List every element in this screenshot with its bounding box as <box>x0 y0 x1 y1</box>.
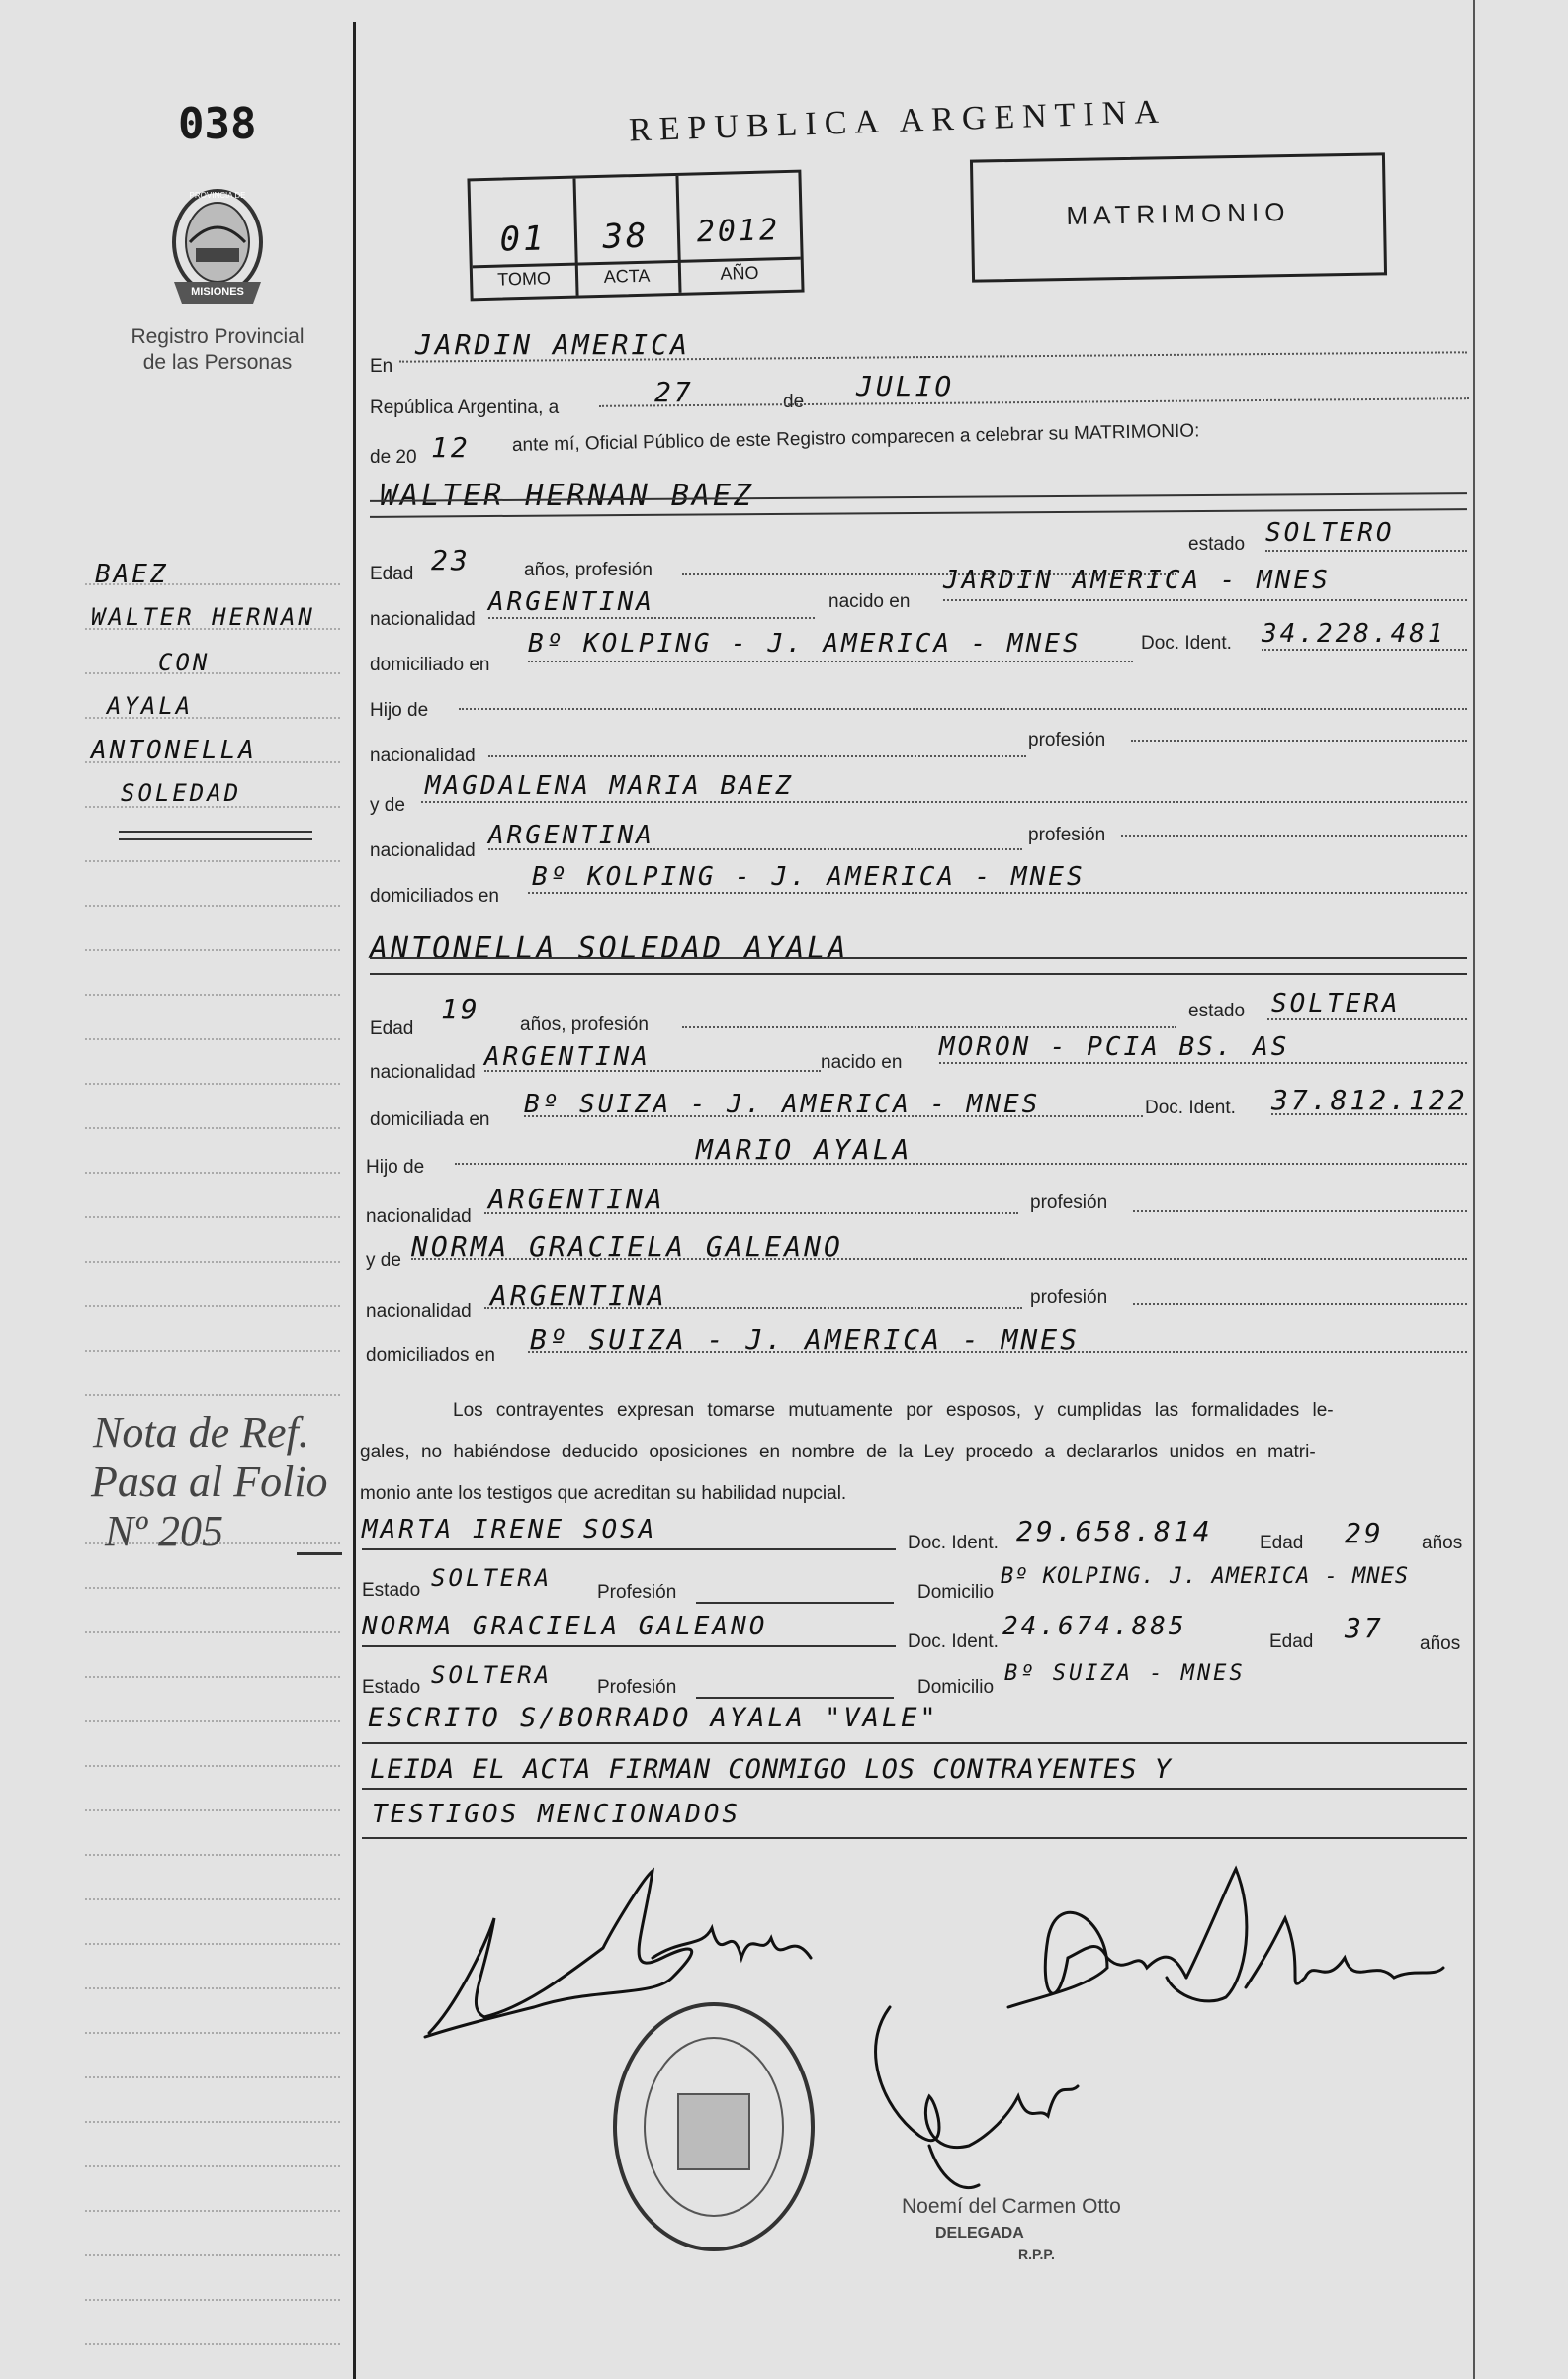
witness-2-doc-label: Doc. Ident. <box>908 1631 999 1652</box>
declaration-line-2: gales, no habiéndose deducido oposiciones en nombre de la Ley procedo a declararlos unidos en matri- <box>360 1442 1316 1462</box>
bride-yde-label: y de <box>366 1250 401 1271</box>
witness-1-doc-id: 29.658.814 <box>1016 1515 1213 1547</box>
groom-mother-prof-label: profesión <box>1028 825 1106 845</box>
bride-doc-label: Doc. Ident. <box>1145 1098 1236 1118</box>
seal-top-text: PROVINCIA DE <box>189 191 246 200</box>
place: JARDIN AMERICA <box>415 328 691 361</box>
groom-doc-label: Doc. Ident. <box>1141 633 1232 654</box>
groom-edad-label: Edad <box>370 564 414 584</box>
bride-mother-nac-label: nacionalidad <box>366 1301 472 1322</box>
witness-2-age: 37 <box>1345 1612 1384 1644</box>
witness-1-anos-label: años <box>1422 1533 1463 1553</box>
witness-1-status: SOLTERA <box>431 1564 553 1592</box>
groom-mother-nationality: ARGENTINA <box>488 821 654 850</box>
witness-1-doc-label: Doc. Ident. <box>908 1533 999 1553</box>
bride-profesion-label: años, profesión <box>520 1014 649 1035</box>
stamp-official-title: DELEGADA <box>935 2225 1024 2242</box>
bride-mother: NORMA GRACIELA GALEANO <box>411 1230 843 1263</box>
month: JULIO <box>856 370 955 402</box>
register-box <box>467 170 804 302</box>
declaration-line-3: monio ante los testigos que acreditan su habilidad nupcial. <box>360 1483 847 1504</box>
bride-age: 19 <box>441 993 480 1025</box>
folio-number: 038 <box>178 99 257 149</box>
margin-given-names: WALTER HERNAN <box>91 603 315 631</box>
groom-name: WALTER HERNAN BAEZ <box>380 479 755 513</box>
bride-nacionalidad-label: nacionalidad <box>370 1062 476 1083</box>
witness-2-address: Bº SUIZA - MNES <box>1004 1661 1246 1686</box>
groom-doc-id: 34.228.481 <box>1262 619 1446 649</box>
remark-1: ESCRITO S/BORRADO AYALA "VALE" <box>368 1703 939 1733</box>
tomo-label: TOMO <box>497 268 552 290</box>
ano-value: 2012 <box>696 213 781 250</box>
declaration-line-1: Los contrayentes expresan tomarse mutuamente por esposos, y cumplidas las formalidades le- <box>453 1400 1334 1421</box>
label-year-prefix: de 20 <box>370 447 417 468</box>
groom-civil-status: SOLTERO <box>1265 518 1395 548</box>
act-type-box <box>970 152 1387 282</box>
act-type: MATRIMONIO <box>1066 197 1291 230</box>
groom-yde-label: y de <box>370 795 405 816</box>
witness-2-status: SOLTERA <box>431 1661 553 1689</box>
bride-parents-dom-label: domiciliados en <box>366 1345 495 1366</box>
witness-1-address: Bº KOLPING. J. AMERICA - MNES <box>1001 1564 1410 1589</box>
groom-birthplace: JARDIN AMERICA - MNES <box>943 566 1331 595</box>
reference-line-3: Nº 205 <box>105 1507 223 1555</box>
groom-nationality: ARGENTINA <box>488 587 654 617</box>
label-republica: República Argentina, a <box>370 397 560 418</box>
witness-1-name: MARTA IRENE SOSA <box>362 1515 657 1544</box>
intro-text: ante mí, Oficial Público de este Registro comparecen a celebrar su MATRIMONIO: <box>511 420 1200 456</box>
label-de: de <box>783 392 805 412</box>
margin-surname: BAEZ <box>95 560 169 589</box>
margin-bride-middle: SOLEDAD <box>121 779 242 807</box>
declaration-text <box>360 1390 1467 1515</box>
margin-bride-name: ANTONELLA <box>91 736 257 765</box>
country-title: REPUBLICA ARGENTINA <box>628 93 1168 149</box>
stamp-official-name: Noemí del Carmen Otto <box>902 2195 1121 2218</box>
groom-hijo-label: Hijo de <box>370 700 429 721</box>
acta-label: ACTA <box>603 265 651 287</box>
bride-domicilio-label: domiciliada en <box>370 1109 490 1130</box>
stamp-official-office: R.P.P. <box>1018 2247 1055 2262</box>
witness-2-name: NORMA GRACIELA GALEANO <box>362 1612 768 1641</box>
witness-2-doc-id: 24.674.885 <box>1002 1612 1187 1641</box>
remark-2: LEIDA EL ACTA FIRMAN CONMIGO LOS CONTRAYENTES Y <box>370 1754 1173 1785</box>
registry-name <box>109 324 326 376</box>
registry-line-1: Registro Provincial <box>131 325 305 348</box>
acta-value: 38 <box>602 216 651 257</box>
witness-1-edad-label: Edad <box>1260 1533 1304 1553</box>
provincial-seal <box>166 183 269 311</box>
bride-name: ANTONELLA SOLEDAD AYALA <box>370 931 849 966</box>
bride-nationality: ARGENTINA <box>484 1042 651 1072</box>
bride-edad-label: Edad <box>370 1018 414 1039</box>
witness-1-estado-label: Estado <box>362 1580 421 1601</box>
right-edge-line <box>1473 0 1475 2379</box>
bride-father: MARIO AYALA <box>696 1133 913 1166</box>
label-en: En <box>370 356 393 377</box>
reference-line-2: Pasa al Folio <box>91 1457 328 1506</box>
bride-father-nac-label: nacionalidad <box>366 1206 472 1227</box>
bride-father-nationality: ARGENTINA <box>488 1183 665 1215</box>
groom-age: 23 <box>431 544 471 576</box>
official-round-stamp <box>607 1995 821 2258</box>
bride-birthplace: MORON - PCIA BS. AS <box>939 1032 1290 1062</box>
groom-father-nac-label: nacionalidad <box>370 746 476 766</box>
bride-hijo-label: Hijo de <box>366 1157 425 1178</box>
reference-line-1: Nota de Ref. <box>93 1408 309 1456</box>
bride-nacido-label: nacido en <box>821 1052 903 1073</box>
bride-mother-nationality: ARGENTINA <box>490 1279 667 1312</box>
groom-nacido-label: nacido en <box>828 591 911 612</box>
witness-1-dom-label: Domicilio <box>917 1582 995 1603</box>
witness-2-anos-label: años <box>1420 1633 1461 1654</box>
bride-parents-address: Bº SUIZA - J. AMERICA - MNES <box>530 1323 1081 1356</box>
day: 27 <box>654 376 694 408</box>
bride-mother-prof-label: profesión <box>1030 1287 1108 1308</box>
bride-estado-label: estado <box>1188 1001 1246 1021</box>
groom-profesion-label: años, profesión <box>524 560 653 580</box>
bride-civil-status: SOLTERA <box>1271 989 1401 1018</box>
registry-line-2: de las Personas <box>142 351 293 374</box>
official-signature <box>850 1987 1107 2205</box>
groom-mother-nac-label: nacionalidad <box>370 840 476 861</box>
remark-3: TESTIGOS MENCIONADOS <box>372 1800 741 1829</box>
bride-address: Bº SUIZA - J. AMERICA - MNES <box>524 1090 1041 1119</box>
groom-domicilio-label: domiciliado en <box>370 655 490 675</box>
witness-1-age: 29 <box>1345 1517 1384 1549</box>
year-suffix: 12 <box>431 431 471 464</box>
ano-label: AÑO <box>720 262 759 284</box>
groom-address: Bº KOLPING - J. AMERICA - MNES <box>528 629 1082 659</box>
witness-2-prof-label: Profesión <box>597 1677 677 1698</box>
margin-bride-surname: AYALA <box>107 692 194 720</box>
witness-2-edad-label: Edad <box>1269 1631 1314 1652</box>
margin-double-rule <box>119 831 312 833</box>
groom-parents-dom-label: domiciliados en <box>370 886 499 907</box>
groom-mother: MAGDALENA MARIA BAEZ <box>425 771 795 801</box>
margin-con: CON <box>158 649 211 676</box>
groom-parents-address: Bº KOLPING - J. AMERICA - MNES <box>532 862 1086 892</box>
seal-bottom-text: MISIONES <box>191 286 244 298</box>
witness-1-prof-label: Profesión <box>597 1582 677 1603</box>
margin-divider <box>353 22 356 2379</box>
bride-father-prof-label: profesión <box>1030 1192 1108 1213</box>
tomo-value: 01 <box>499 219 548 260</box>
bride-doc-id: 37.812.122 <box>1271 1084 1468 1116</box>
witness-2-estado-label: Estado <box>362 1677 421 1698</box>
groom-father-prof-label: profesión <box>1028 730 1106 750</box>
witness-2-dom-label: Domicilio <box>917 1677 995 1698</box>
margin-reference-note <box>91 1408 328 1556</box>
groom-nacionalidad-label: nacionalidad <box>370 609 476 630</box>
groom-estado-label: estado <box>1188 534 1246 555</box>
